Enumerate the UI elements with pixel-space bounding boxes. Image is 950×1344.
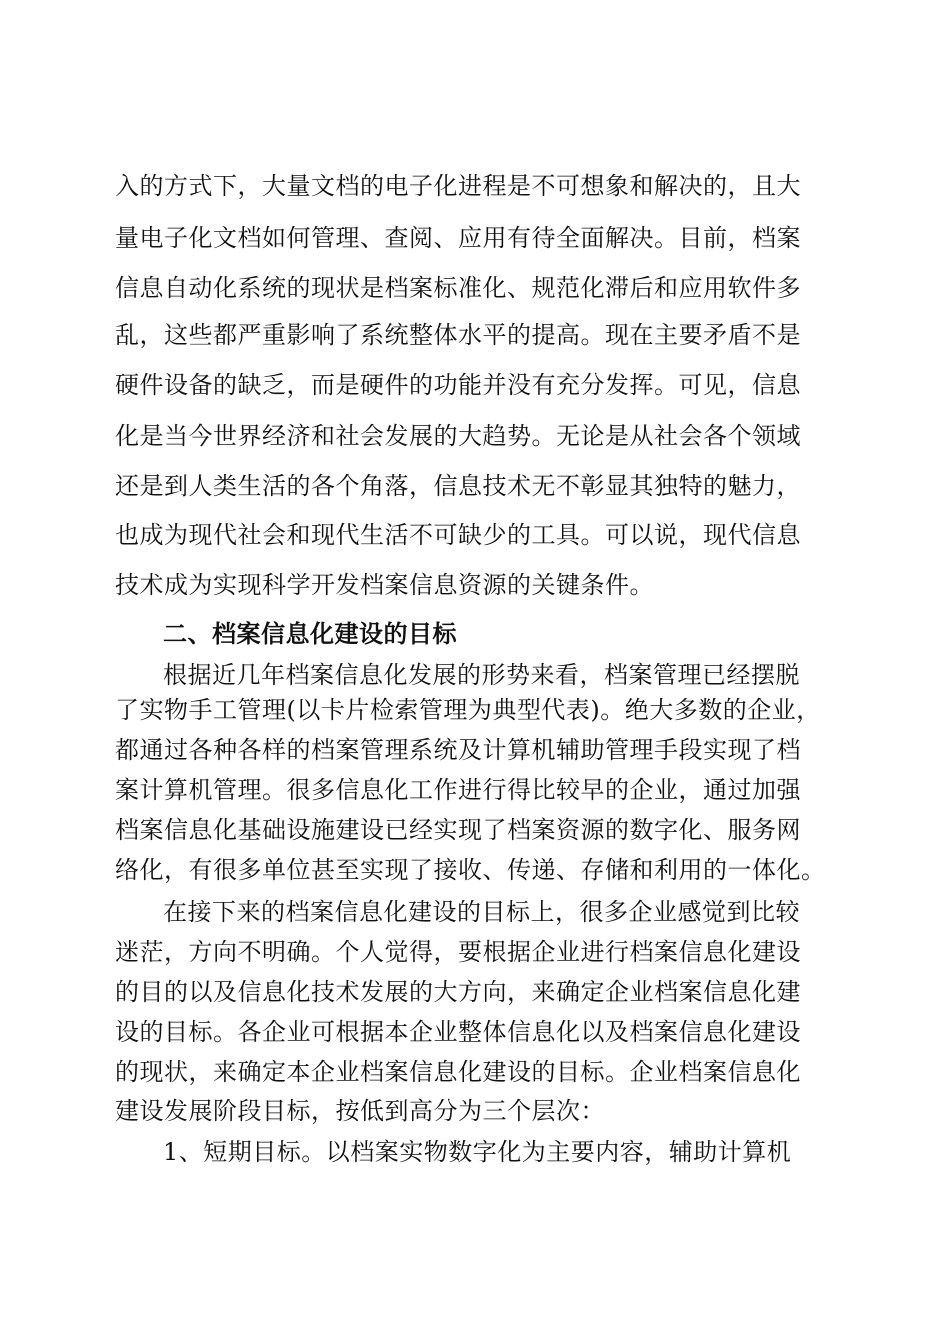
body-text-line: 档案信息化基础设施建设已经实现了档案资源的数字化、服务网 [115,816,801,844]
body-text-line: 1、短期目标。以档案实物数字化为主要内容，辅助计算机 [163,1138,792,1166]
body-text-line: 化是当今世界经济和社会发展的大趋势。无论是从社会各个领域 [115,422,801,450]
body-text-line: 设的目标。各企业可根据本企业整体信息化以及档案信息化建设 [115,1018,801,1046]
body-text-line: 案计算机管理。很多信息化工作进行得比较早的企业，通过加强 [115,776,801,804]
body-text-line: 迷茫，方向不明确。个人觉得，要根据企业进行档案信息化建设 [115,938,801,966]
body-text-line: 入的方式下，大量文档的电子化进程是不可想象和解决的，且大 [115,172,801,200]
body-text-line: 的目的以及信息化技术发展的大方向，来确定企业档案信息化建 [115,978,801,1006]
body-text-line: 了实物手工管理(以卡片检索管理为典型代表)。绝大多数的企业， [115,696,821,724]
body-text-line: 量电子化文档如何管理、查阅、应用有待全面解决。目前，档案 [115,224,801,252]
body-text-line: 在接下来的档案信息化建设的目标上，很多企业感觉到比较 [163,898,800,926]
body-text-line: 也成为现代社会和现代生活不可缺少的工具。可以说，现代信息 [115,521,801,549]
body-text-line: 建设发展阶段目标，按低到高分为三个层次： [115,1097,605,1125]
body-text-line: 技术成为实现科学开发档案信息资源的关键条件。 [115,571,654,599]
body-text-line: 根据近几年档案信息化发展的形势来看，档案管理已经摆脱 [163,661,800,689]
body-text-line: 都通过各种各样的档案管理系统及计算机辅助管理手段实现了档 [115,736,801,764]
body-text-line: 络化，有很多单位甚至实现了接收、传递、存储和利用的一体化。 [115,856,826,884]
body-text-line: 还是到人类生活的各个角落，信息技术无不彰显其独特的魅力， [115,472,801,500]
section-heading: 二、档案信息化建设的目标 [163,619,457,648]
body-text-line: 信息自动化系统的现状是档案标准化、规范化滞后和应用软件多 [115,274,801,302]
body-text-line: 硬件设备的缺乏，而是硬件的功能并没有充分发挥。可见，信息 [115,371,801,399]
body-text-line: 乱，这些都严重影响了系统整体水平的提高。现在主要矛盾不是 [115,321,801,349]
body-text-line: 的现状，来确定本企业档案信息化建设的目标。企业档案信息化 [115,1058,801,1086]
